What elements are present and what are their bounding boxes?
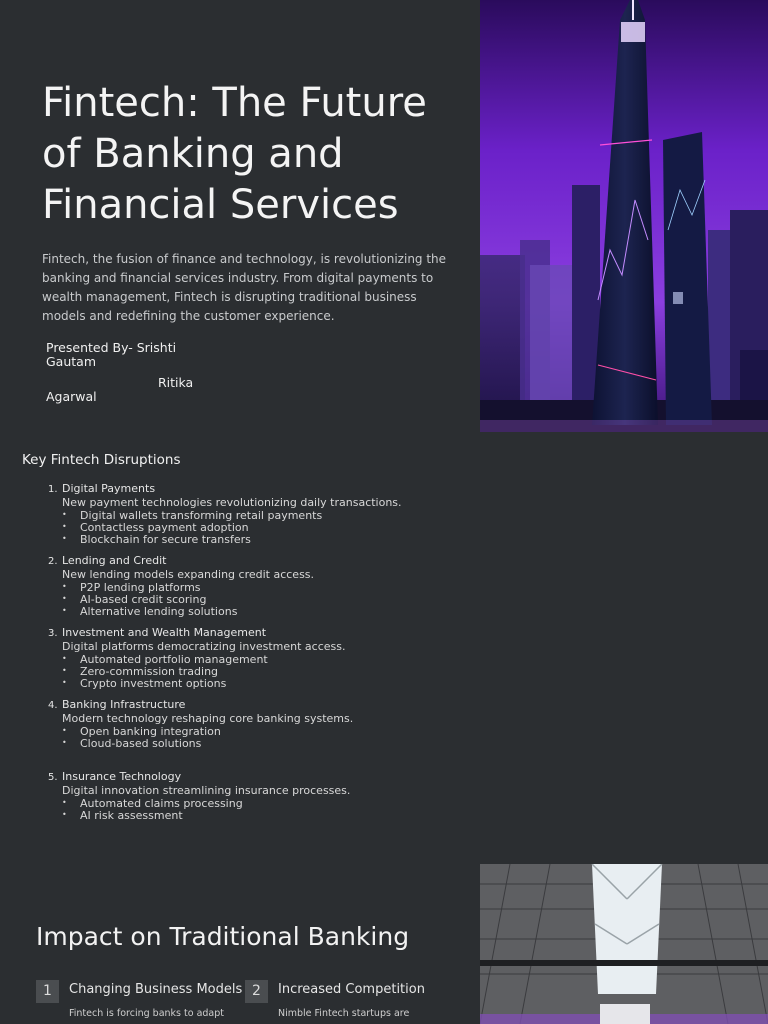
disruption-bullets	[62, 510, 456, 546]
bullet-text: P2P lending platforms	[80, 581, 201, 594]
bullet-text: Contactless payment adoption	[80, 521, 249, 534]
disruption-bullets	[62, 582, 456, 618]
bullet-icon: •	[62, 654, 67, 663]
bullet-text: Open banking integration	[80, 725, 221, 738]
presenter-credits	[46, 341, 206, 404]
bullet-icon: •	[62, 522, 67, 531]
bullet-text: AI risk assessment	[80, 809, 183, 822]
bullet-icon: •	[62, 798, 67, 807]
city-skyline-image	[480, 0, 768, 432]
bullet-icon: •	[62, 666, 67, 675]
bullet-text: Cloud-based solutions	[80, 737, 202, 750]
card-number-badge: 2	[245, 980, 268, 1003]
bullet-item	[62, 810, 456, 822]
card-text: Nimble Fintech startups are	[278, 1008, 410, 1019]
disruption-item	[36, 482, 456, 546]
bullet-icon: •	[62, 606, 67, 615]
disruption-heading: Investment and Wealth Management	[62, 626, 267, 639]
disruption-description: Modern technology reshaping core banking systems.	[62, 712, 354, 725]
bullet-text: Blockchain for secure transfers	[80, 533, 251, 546]
disruption-number: 4.	[48, 700, 58, 711]
disruptions-list	[36, 482, 456, 822]
disruption-item	[36, 770, 456, 822]
card-title: Increased Competition	[278, 982, 425, 997]
disruption-bullets	[62, 654, 456, 690]
disruption-heading: Lending and Credit	[62, 554, 167, 567]
bullet-text: AI-based credit scoring	[80, 593, 207, 606]
presenter-line-2a: Ritika	[158, 375, 194, 390]
card-number-badge: 1	[36, 980, 59, 1003]
section-title-impact: Impact on Traditional Banking	[36, 922, 410, 951]
bullet-icon: •	[62, 582, 67, 591]
bullet-text: Digital wallets transforming retail payments	[80, 509, 323, 522]
disruption-item	[36, 554, 456, 618]
bullet-icon: •	[62, 738, 67, 747]
page-title: Fintech: The Future of Banking and Financial Services	[42, 80, 427, 228]
card-text: Fintech is forcing banks to adapt	[69, 1008, 224, 1019]
card-title: Changing Business Models	[69, 982, 243, 997]
disruption-item	[36, 626, 456, 690]
bullet-item	[62, 534, 456, 546]
disruption-bullets	[62, 726, 456, 750]
disruption-description: New payment technologies revolutionizing daily transactions.	[62, 496, 402, 509]
disruption-description: Digital platforms democratizing investment access.	[62, 640, 346, 653]
disruption-heading: Banking Infrastructure	[62, 698, 186, 711]
bullet-icon: •	[62, 534, 67, 543]
bullet-icon: •	[62, 726, 67, 735]
disruption-description: Digital innovation streamlining insurance processes.	[62, 784, 351, 797]
bullet-item	[62, 678, 456, 690]
bullet-text: Automated claims processing	[80, 797, 243, 810]
disruption-item	[36, 698, 456, 750]
bullet-text: Automated portfolio management	[80, 653, 268, 666]
presenter-line-2b: Agarwal	[46, 389, 97, 404]
presenter-line-1: Presented By- Srishti Gautam	[46, 340, 177, 369]
disruption-number: 2.	[48, 556, 58, 567]
skylight-ceiling-image	[480, 864, 768, 1024]
intro-paragraph: Fintech, the fusion of finance and technology, is revolutionizing the banking and financial services industry. From digital payments to wealth management, Fintech is disrupting traditional business models and redefining the customer experience.	[42, 252, 447, 323]
bullet-text: Zero-commission trading	[80, 665, 219, 678]
bullet-text: Alternative lending solutions	[80, 605, 238, 618]
bullet-item	[62, 606, 456, 618]
disruption-number: 1.	[48, 484, 58, 495]
disruption-description: New lending models expanding credit access.	[62, 568, 315, 581]
bullet-icon: •	[62, 678, 67, 687]
disruption-bullets	[62, 798, 456, 822]
bullet-item	[62, 738, 456, 750]
section-title-disruptions: Key Fintech Disruptions	[22, 452, 181, 468]
bullet-icon: •	[62, 810, 67, 819]
bullet-icon: •	[62, 594, 67, 603]
disruption-heading: Digital Payments	[62, 482, 156, 495]
disruption-number: 3.	[48, 628, 58, 639]
bullet-text: Crypto investment options	[80, 677, 227, 690]
disruption-number: 5.	[48, 772, 58, 783]
bullet-icon: •	[62, 510, 67, 519]
disruption-heading: Insurance Technology	[62, 770, 182, 783]
